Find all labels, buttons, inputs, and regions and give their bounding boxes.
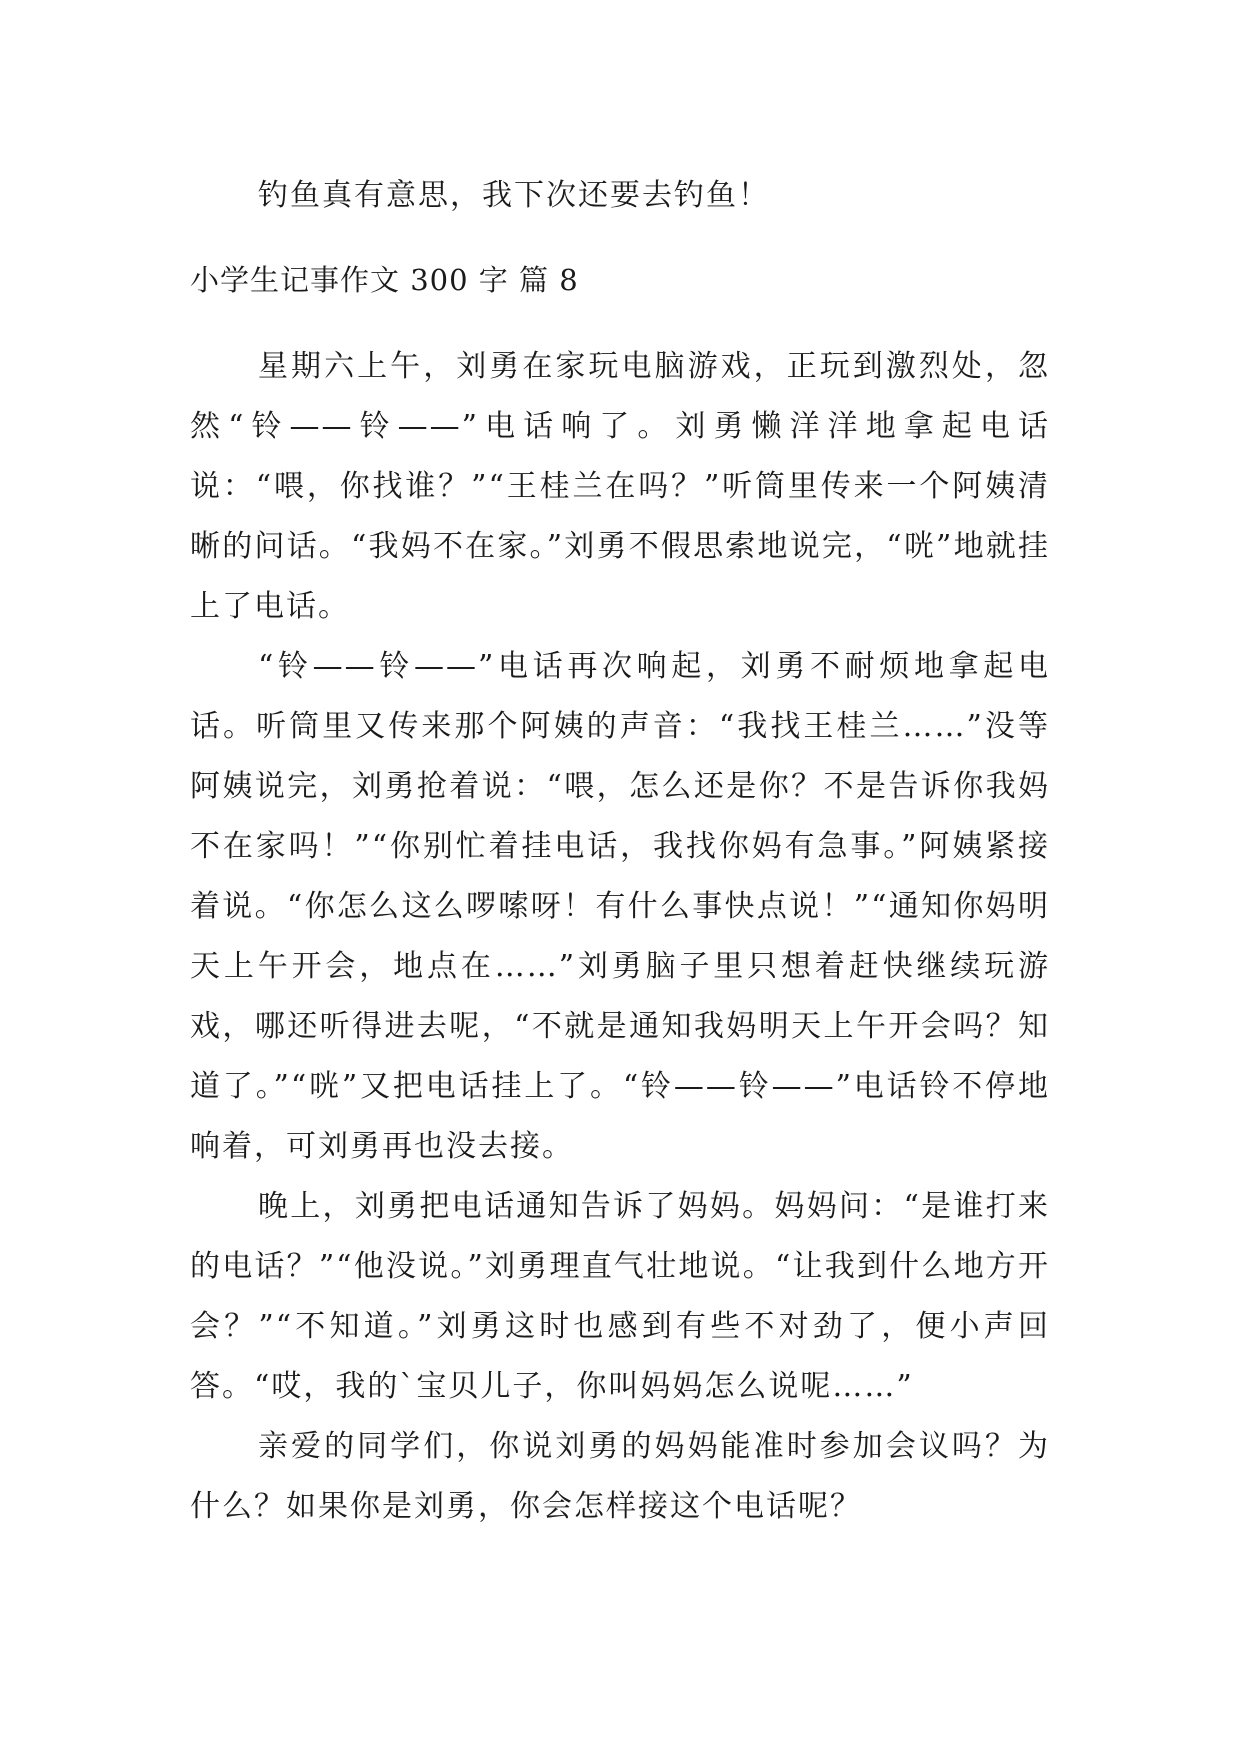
intro-line: 钓鱼真有意思，我下次还要去钓鱼！	[258, 178, 770, 213]
paragraph: 晚上，刘勇把电话通知告诉了妈妈。妈妈问：“是谁打来的电话？”“他没说。”刘勇理直气壮地说。“让我到什么地方开会？”“不知道。”刘勇这时也感到有些不对劲了，便小声回答。“哎，我的`宝贝儿子，你叫妈妈怎么说呢……”	[190, 1189, 1050, 1404]
paragraph: 星期六上午，刘勇在家玩电脑游戏，正玩到激烈处，忽然“铃——铃——”电话响了。刘勇懒洋洋地拿起电话说：“喂，你找谁？”“王桂兰在吗？”听筒里传来一个阿姨清晰的问话。“我妈不在家。”刘勇不假思索地说完，“咣”地就挂上了电话。	[190, 349, 1050, 624]
paragraph: “铃——铃——”电话再次响起，刘勇不耐烦地拿起电话。听筒里又传来那个阿姨的声音：“我找王桂兰……”没等阿姨说完，刘勇抢着说：“喂，怎么还是你？不是告诉你我妈不在家吗！”“你别忙着挂电话，我找你妈有急事。”阿姨紧接着说。“你怎么这么啰嗦呀！有什么事快点说！”“通知你妈明天上午开会，地点在……”刘勇脑子里只想着赶快继续玩游戏，哪还听得进去呢，“不就是通知我妈明天上午开会吗？知道了。”“咣”又把电话挂上了。“铃——铃——”电话铃不停地响着，可刘勇再也没去接。	[190, 649, 1050, 1164]
section-heading: 小学生记事作文 300 字 篇 8	[190, 263, 579, 297]
paragraph: 亲爱的同学们，你说刘勇的妈妈能准时参加会议吗？为什么？如果你是刘勇，你会怎样接这个电话呢？	[190, 1429, 1050, 1524]
article-body	[190, 337, 1050, 1537]
